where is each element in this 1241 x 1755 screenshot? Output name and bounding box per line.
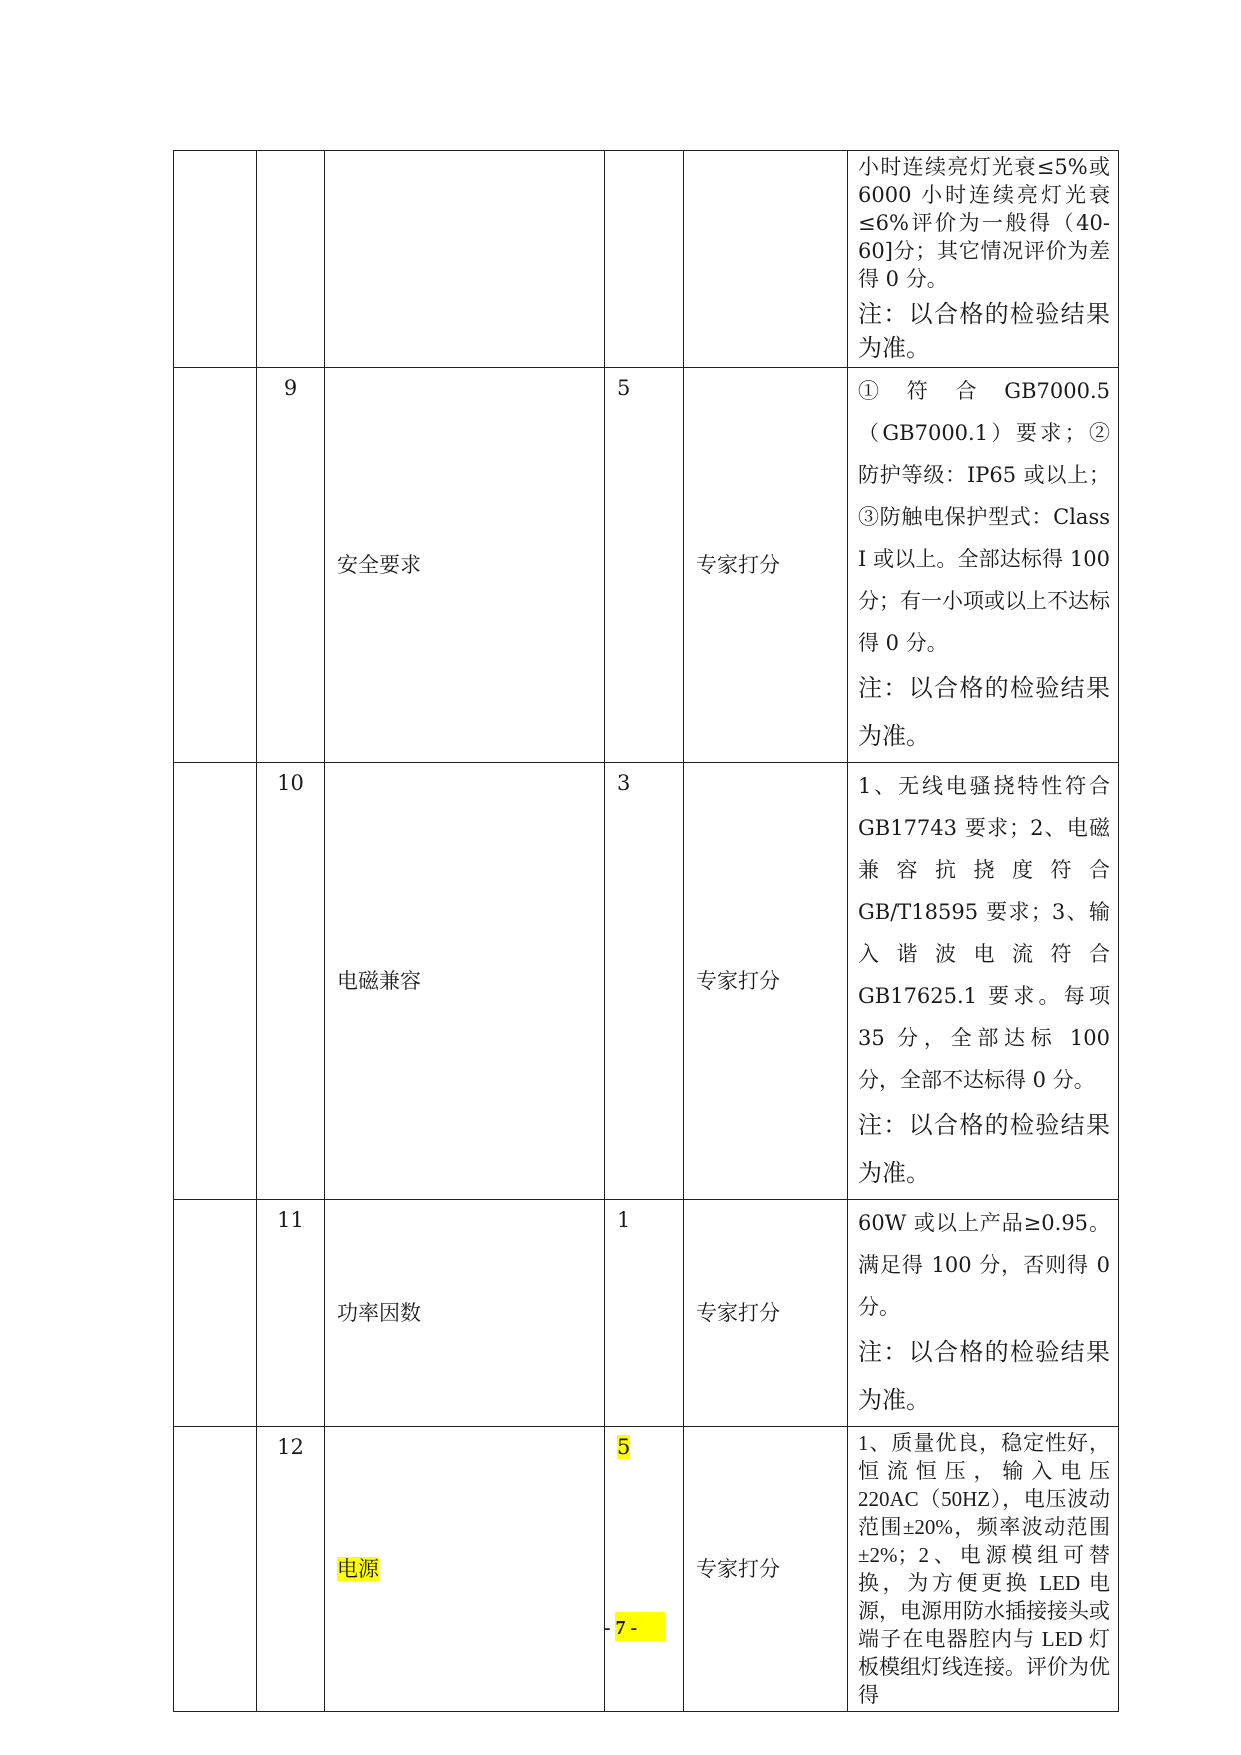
item-weight <box>605 151 684 368</box>
item-index: 12 <box>257 1427 325 1712</box>
item-method <box>684 151 848 368</box>
table-row <box>174 1427 1119 1712</box>
item-criteria: ① 符 合 GB7000.5（GB7000.1）要求；②防护等级：IP65 或以上；③防触电保护型式：Class I 或以上。全部达标得 100 分；有一小项或以上不达标得 0 分。 <box>858 379 1110 655</box>
item-note: 注：以合格的检验结果为准。 <box>858 1338 1110 1414</box>
blank-cell <box>174 1200 257 1427</box>
item-name: 电磁兼容 <box>325 763 605 1200</box>
item-name: 功率因数 <box>325 1200 605 1427</box>
blank-cell <box>174 763 257 1200</box>
blank-cell <box>174 368 257 763</box>
item-name <box>325 151 605 368</box>
item-criteria: 小时连续亮灯光衰≤5%或6000 小时连续亮灯光衰≤6%评价为一般得（40-60]分；其它情况评价为差得 0 分。 <box>858 155 1110 291</box>
item-criteria-cell <box>848 1427 1119 1712</box>
item-name-cell <box>325 1427 605 1712</box>
item-index: 10 <box>257 763 325 1200</box>
table-row <box>174 151 1119 368</box>
item-criteria-cell <box>848 151 1119 368</box>
item-name: 安全要求 <box>325 368 605 763</box>
item-note: 注：以合格的检验结果为准。 <box>858 1111 1110 1187</box>
item-note: 注：以合格的检验结果为准。 <box>858 300 1110 362</box>
table-row <box>174 368 1119 763</box>
item-index <box>257 151 325 368</box>
item-method: 专家打分 <box>684 1200 848 1427</box>
page-number: - 7 - <box>603 1617 638 1639</box>
item-method: 专家打分 <box>684 1427 848 1712</box>
item-criteria: 1、无线电骚挠特性符合 GB17743 要求；2、电磁兼容抗挠度符合 GB/T18595 要求；3、输入谐波电流符合 GB17625.1 要求。每项 35 分，全部达标 100 分，全部不达标得 0 分。 <box>858 774 1110 1092</box>
item-note: 注：以合格的检验结果为准。 <box>858 674 1110 750</box>
item-criteria-cell <box>848 368 1119 763</box>
blank-cell <box>174 1427 257 1712</box>
item-weight: 3 <box>605 763 684 1200</box>
item-name: 电源 <box>337 1556 379 1581</box>
item-criteria: 1、质量优良，稳定性好，恒流恒压，输入电压 220AC（50HZ），电压波动范围±20%，频率波动范围±2%；2、电源模组可替换，为方便更换 LED 电源，电源用防水插接接头或端子在电器腔内与 LED 灯板模组灯线连接。评价为优得 <box>858 1431 1110 1707</box>
item-criteria-cell <box>848 1200 1119 1427</box>
item-method: 专家打分 <box>684 763 848 1200</box>
item-weight-cell <box>605 1427 684 1712</box>
item-method: 专家打分 <box>684 368 848 763</box>
evaluation-table <box>173 150 1119 1712</box>
item-weight: 5 <box>617 1435 631 1459</box>
table-row <box>174 763 1119 1200</box>
item-weight: 1 <box>605 1200 684 1427</box>
item-criteria: 60W 或以上产品≥0.95。满足得 100 分，否则得 0 分。 <box>858 1211 1110 1319</box>
item-index: 9 <box>257 368 325 763</box>
blank-cell <box>174 151 257 368</box>
item-criteria-cell <box>848 763 1119 1200</box>
item-weight: 5 <box>605 368 684 763</box>
table-row <box>174 1200 1119 1427</box>
item-index: 11 <box>257 1200 325 1427</box>
